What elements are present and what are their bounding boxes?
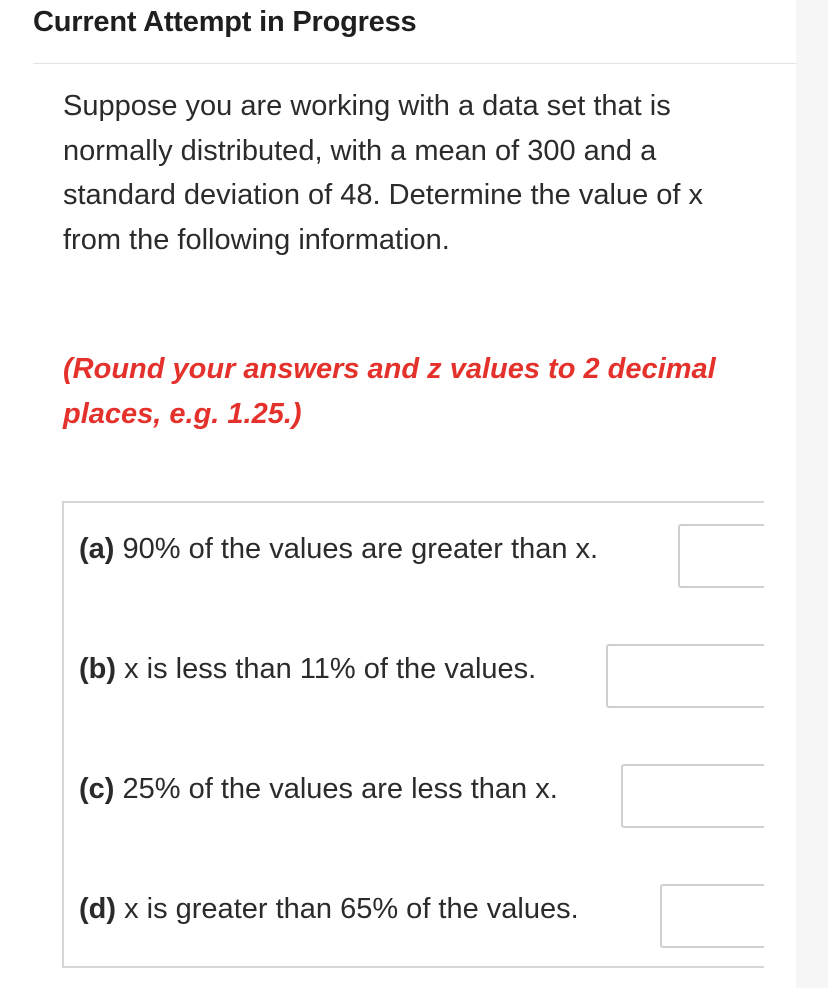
instruction-line: places, e.g. 1.25.)	[63, 398, 302, 430]
question-line: standard deviation of 48. Determine the value of x	[63, 179, 703, 211]
part-c-text	[79, 773, 558, 806]
rounding-instructions	[63, 347, 783, 437]
part-c-answer-input[interactable]	[621, 764, 764, 828]
part-a-statement: 90% of the values are greater than x.	[114, 533, 599, 565]
question-line: Suppose you are working with a data set that is	[63, 90, 671, 122]
part-a-text	[79, 533, 598, 566]
part-b-text	[79, 653, 536, 686]
part-c-label: (c)	[79, 773, 115, 805]
part-d-label: (d)	[79, 893, 117, 925]
page-title: Current Attempt in Progress	[33, 6, 417, 38]
question-line: normally distributed, with a mean of 300 and a	[63, 134, 657, 167]
part-d-text	[79, 893, 579, 926]
part-b-statement: x is less than 11% of the values.	[116, 653, 537, 685]
part-a-label: (a)	[79, 533, 115, 565]
header-divider	[33, 63, 796, 64]
part-c-statement: 25% of the values are less than x.	[114, 773, 558, 805]
part-b-answer-input[interactable]	[606, 644, 764, 708]
part-d-answer-input[interactable]	[660, 884, 764, 948]
part-d-statement: x is greater than 65% of the values.	[116, 893, 579, 925]
instruction-line: (Round your answers and z values to 2 decimal	[63, 353, 716, 385]
question-text	[63, 84, 773, 262]
part-a-answer-input[interactable]	[678, 524, 764, 588]
question-line: from the following information.	[63, 223, 450, 256]
part-b-label: (b)	[79, 653, 117, 685]
